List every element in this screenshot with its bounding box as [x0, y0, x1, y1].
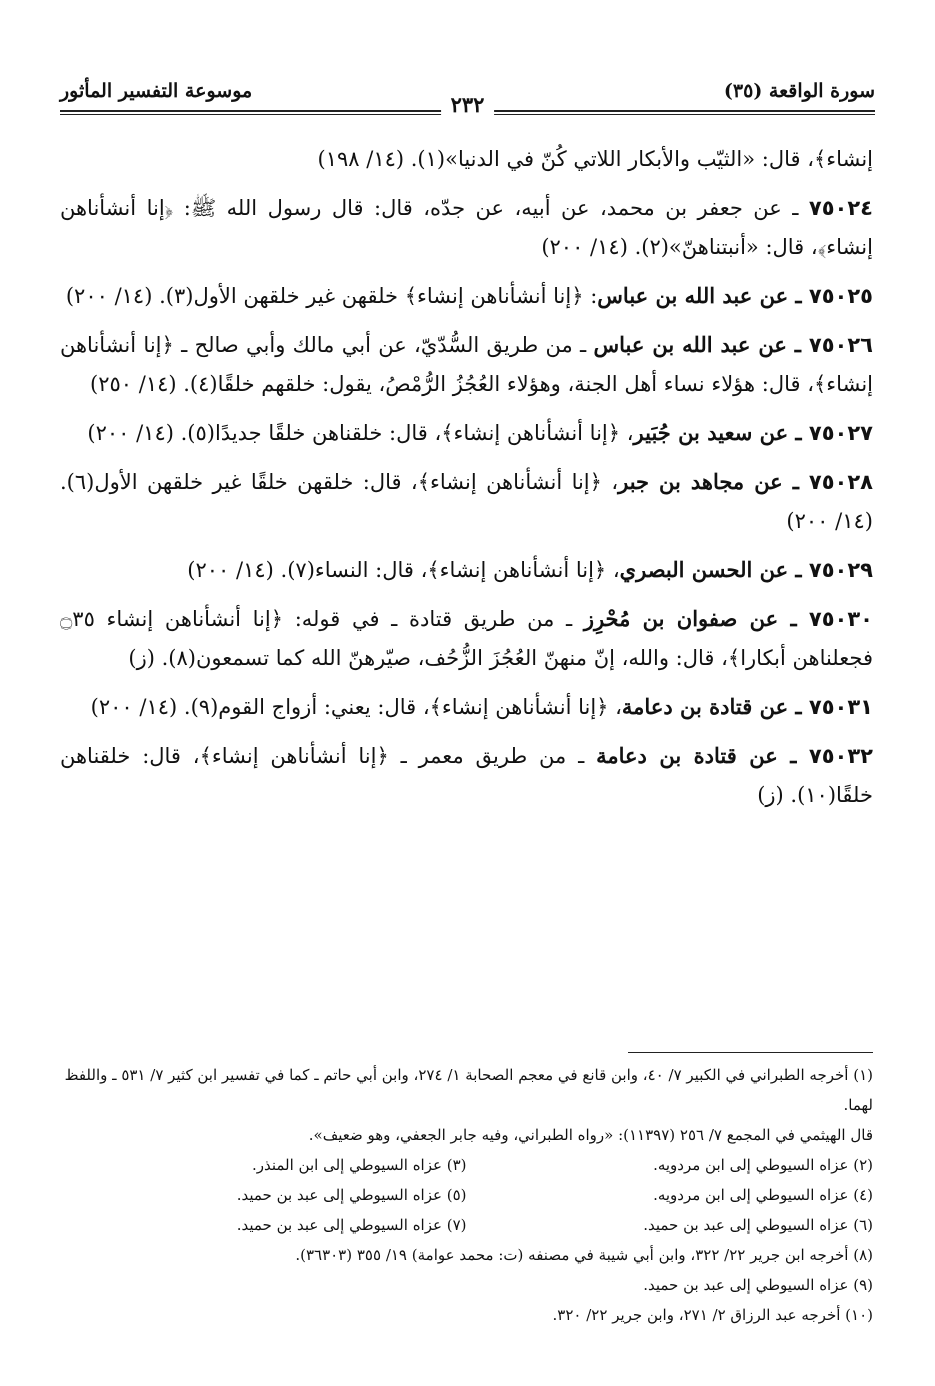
footnote: (١) أخرجه الطبراني في الكبير ٧/ ٤٠، وابن قانع في معجم الصحابة ١/ ٢٧٤، وابن أبي حاتم ـ كما في تفسير ابن كثير ٧/ ٥٣١ ـ واللفظ لهما.: [64, 1066, 873, 1114]
entry-narrator: ـ عن عبد الله بن عباس: [593, 332, 809, 357]
entry-text: ، ﴿إنا أنشأناهن إنشاء﴾، قال: يعني: أزواج القوم(٩). (١٤/ ٢٠٠): [90, 695, 622, 719]
entry: [60, 188, 873, 267]
entry-narrator: ـ عن سعيد بن جُبَير: [633, 420, 809, 445]
footnote: (٥) عزاه السيوطي إلى عبد بن حميد.: [236, 1186, 467, 1204]
footnote: (٧) عزاه السيوطي إلى عبد بن حميد.: [236, 1216, 467, 1234]
entry-narrator: ـ عن قتادة بن دعامة: [596, 743, 809, 768]
entry: [60, 550, 873, 590]
entry-number: ٧٥٠٢٦: [808, 333, 873, 357]
footnote-row: [60, 1150, 873, 1180]
entry-number: ٧٥٠٢٥: [808, 284, 873, 308]
entry: [60, 413, 873, 453]
entry-narrator: ـ عن عبد الله بن عباس: [597, 283, 809, 308]
page-number: ٢٣٢: [441, 92, 495, 117]
entry-narrator: ـ عن قتادة بن دعامة: [621, 694, 809, 719]
footnote: قال الهيثمي في المجمع ٧/ ٢٥٦ (١١٣٩٧): «رواه الطبراني، وفيه جابر الجعفي، وهو ضعيف».: [308, 1126, 873, 1144]
entry-narrator: ـ عن الحسن البصري: [619, 557, 809, 582]
entry: [60, 462, 873, 541]
entry-number: ٧٥٠٢٧: [808, 421, 873, 445]
footnote: (١٠) أخرجه عبد الرزاق ٢/ ٢٧١، وابن جرير ٢٢/ ٣٢٠.: [552, 1306, 873, 1324]
surah-title: سورة الواقعة (٣٥): [723, 80, 875, 102]
footnote-row: [60, 1210, 873, 1240]
entry-number: ٧٥٠٢٨: [808, 470, 873, 494]
page-header: [60, 72, 875, 118]
footnote: (٢) عزاه السيوطي إلى ابن مردويه.: [653, 1156, 873, 1174]
entry-number: ٧٥٠٢٩: [808, 558, 873, 582]
entry: [60, 276, 873, 316]
book-title: موسوعة التفسير المأثور: [60, 80, 253, 102]
main-text: [60, 140, 873, 824]
entry-text: ـ من طريق السُّدّيّ، عن أبي مالك وأبي صالح ـ ﴿إنا أنشأناهن إنشاء﴾، قال: هؤلاء نساء أهل الجنة، وهؤلاء العُجُزُ الرُّمْصُ، يقول: خلقهم خلقًا(٤). (١٤/ ٢٥٠): [60, 333, 873, 396]
entry-text: ـ عن جعفر بن محمد، عن أبيه، عن جدّه، قال: قال رسول الله ﷺ: ﴿إنا أنشأناهن إنشاء﴾، قال: «أنبتناهنّ»(٢). (١٤/ ٢٠٠): [60, 196, 873, 259]
entry-text: : ﴿إنا أنشأناهن إنشاء﴾ خلقهن غير خلقهن الأول(٣). (١٤/ ٢٠٠): [65, 284, 598, 308]
footnote: (٤) عزاه السيوطي إلى ابن مردويه.: [653, 1186, 873, 1204]
footnote: (٨) أخرجه ابن جرير ٢٢/ ٣٢٢، وابن أبي شيبة في مصنفه (ت: محمد عوامة) ١٩/ ٣٥٥ (٣٦٣٠٣).: [295, 1246, 873, 1264]
entry: [60, 599, 873, 678]
entry-narrator: ـ عن صفوان بن مُحْرِز: [583, 606, 809, 631]
footnote: (٦) عزاه السيوطي إلى عبد بن حميد.: [643, 1216, 873, 1234]
entry-text: ـ من طريق قتادة ـ في قوله: ﴿إنا أنشأناهن إنشاء ۝٣٥ فجعلناهن أبكارا﴾، قال: والله، إنّ منهنّ العُجُزَ الزُّحُف، صيّرهنّ الله كما تسمعون(٨). (ز): [60, 607, 873, 670]
footnote: (٣) عزاه السيوطي إلى ابن المنذر.: [251, 1156, 467, 1174]
footnote: (٩) عزاه السيوطي إلى عبد بن حميد.: [643, 1276, 873, 1294]
entry-text: ، ﴿إنا أنشأناهن إنشاء﴾، قال: النساء(٧). (١٤/ ٢٠٠): [187, 558, 620, 582]
continuation-paragraph: إنشاء﴾، قال: «الثيّب والأبكار اللاتي كُنّ في الدنيا»(١). (١٤/ ١٩٨): [317, 147, 873, 171]
entry-text: ـ من طريق معمر ـ ﴿إنا أنشأناهن إنشاء﴾، قال: خلقناهن خلقًا(١٠). (ز): [60, 744, 873, 807]
footnote-row: [60, 1180, 873, 1210]
entry-text: ، ﴿إنا أنشأناهن إنشاء﴾، قال: خلقهن خلقًا غير خلقهن الأول(٦). (١٤/ ٢٠٠): [60, 470, 873, 533]
entry: [60, 325, 873, 404]
footnotes: [60, 1060, 873, 1330]
entry-number: ٧٥٠٢٤: [808, 196, 873, 220]
entry-narrator: ـ عن مجاهد بن جبر: [618, 469, 809, 494]
entry: [60, 736, 873, 815]
entry-text: ، ﴿إنا أنشأناهن إنشاء﴾، قال: خلقناهن خلقًا جديدًا(٥). (١٤/ ٢٠٠): [87, 421, 634, 445]
footnote-separator: [628, 1052, 873, 1053]
entry: [60, 687, 873, 727]
entry-number: ٧٥٠٣٢: [808, 744, 873, 768]
entry-number: ٧٥٠٣٠: [808, 607, 873, 631]
entry-number: ٧٥٠٣١: [808, 695, 873, 719]
